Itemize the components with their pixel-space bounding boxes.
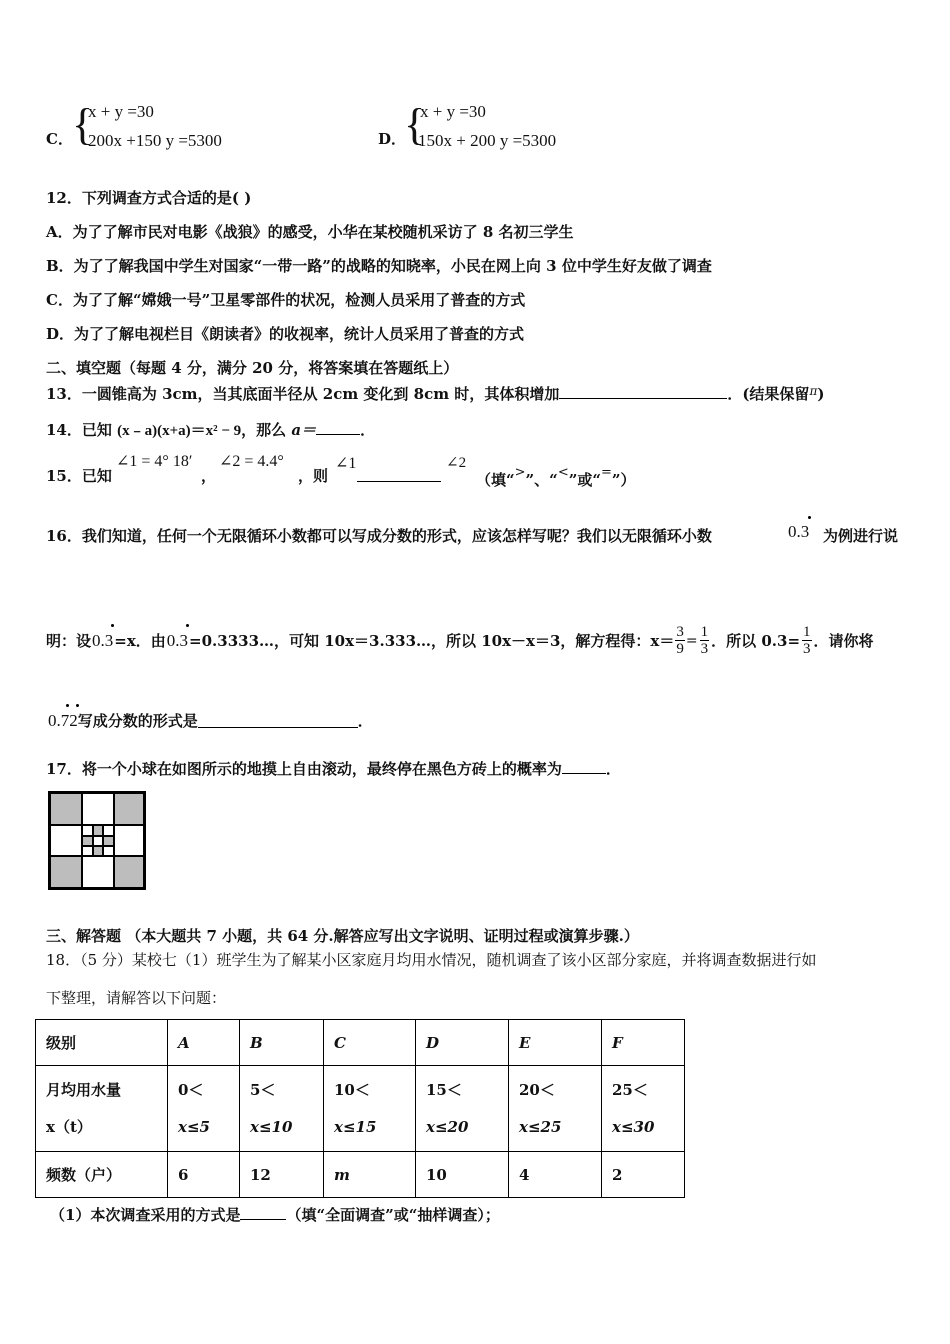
table-cell: 6 bbox=[168, 1152, 240, 1198]
q18-part1 bbox=[50, 1204, 500, 1225]
q16-fraction-1-3-b bbox=[802, 624, 812, 657]
q16-rep-072-dot1 bbox=[66, 704, 69, 707]
water-usage-table bbox=[35, 1019, 685, 1198]
table-cell bbox=[240, 1066, 324, 1152]
q17 bbox=[46, 758, 621, 779]
range-top: 10＜ bbox=[334, 1080, 370, 1099]
option-c-eq2: 200x +150 y =5300 bbox=[88, 131, 222, 150]
q18-part1-tail: （填“全面调查”或“抽样调查）； bbox=[286, 1206, 500, 1224]
option-c-brace: { bbox=[72, 100, 94, 149]
q16-frac1-num: 3 bbox=[676, 624, 684, 640]
option-c-label: C． bbox=[46, 130, 73, 148]
q16-rep-072 bbox=[48, 711, 78, 731]
q15-eq: = bbox=[600, 465, 612, 480]
tile-light bbox=[50, 825, 82, 856]
q16-equals: = bbox=[685, 632, 698, 649]
range-bottom: x≤20 bbox=[426, 1117, 469, 1136]
option-d-label: D． bbox=[378, 130, 407, 148]
q12-option-b: B．为了了解我国中学生对国家“一带一路”的战略的知晓率，小民在网上向 3 位中学生好友做了调查 bbox=[46, 257, 712, 275]
option-d-brace: { bbox=[404, 100, 426, 149]
q16-l2-e: ．请你将 bbox=[813, 632, 874, 650]
row-label-line2: x（t） bbox=[46, 1117, 92, 1136]
range-bottom: x≤30 bbox=[612, 1117, 655, 1136]
q15-prefix: 15．已知 bbox=[46, 467, 112, 485]
q14-end: ． bbox=[360, 421, 376, 439]
q16-l2-a: 明：设 bbox=[46, 632, 92, 650]
q13-text: 13．一圆锥高为 3cm，当其底面半径从 2cm 变化到 8cm 时，其体积增加 bbox=[46, 385, 560, 403]
q16-fraction-3-9 bbox=[675, 624, 685, 657]
q16-l3-end: ． bbox=[357, 712, 373, 730]
table-row-label bbox=[36, 1066, 168, 1152]
tile-dark bbox=[93, 846, 103, 856]
q12-stem: 12．下列调查方式合适的是( ) bbox=[46, 189, 252, 207]
q17-end: ． bbox=[605, 760, 621, 778]
q16-frac3-den: 3 bbox=[803, 641, 811, 657]
table-header-cell: E bbox=[509, 1020, 602, 1066]
table-header-cell: B bbox=[240, 1020, 324, 1066]
section-2-heading: 二、填空题（每题 4 分，满分 20 分，将答案填在答题纸上） bbox=[46, 359, 459, 377]
row-label-line1: 月均用水量 bbox=[46, 1080, 122, 1099]
q16-rep-b bbox=[92, 631, 113, 651]
q16-frac1-den: 9 bbox=[676, 641, 684, 657]
q16-rep-a-text: 0.3 bbox=[788, 522, 810, 541]
tile-light bbox=[82, 846, 93, 856]
q15-gt: > bbox=[514, 465, 526, 480]
tile-dark bbox=[114, 793, 144, 825]
q16-rep-072-text: 0.72 bbox=[48, 710, 78, 730]
tile-light bbox=[93, 836, 103, 846]
q16-l3-text: 写成分数的形式是 bbox=[77, 712, 198, 730]
table-header-row bbox=[36, 1020, 685, 1066]
q15-angle-a: ∠1 bbox=[335, 455, 357, 472]
table-row bbox=[36, 1066, 685, 1152]
q14-expr: (x﹣a)(x+a)＝x² − 9，那么 bbox=[117, 423, 287, 439]
q16-rep-dot bbox=[808, 516, 811, 519]
q17-text: 17．将一个小球在如图所示的地摸上自由滚动，最终停在黑色方砖上的概率为 bbox=[46, 760, 562, 778]
range-top: 5＜ bbox=[250, 1080, 276, 1099]
table-header-cell: C bbox=[324, 1020, 416, 1066]
section-3-heading: 三、解答题 （本大题共 7 小题，共 64 分.解答应写出文字说明、证明过程或演算步骤.） bbox=[46, 927, 639, 945]
tile-dark bbox=[50, 793, 82, 825]
q16-l2-c: =0.3333…，可知 10x＝3.333…，所以 10x－x＝3，解方程得：x＝ bbox=[189, 632, 675, 650]
tile-dark bbox=[82, 836, 93, 846]
q18-line2: 下整理，请解答以下问题： bbox=[46, 989, 227, 1007]
q16-l2-b: =x．由 bbox=[114, 632, 166, 650]
range-top: 20＜ bbox=[519, 1080, 555, 1099]
q15-then: ，则 bbox=[298, 467, 329, 485]
q12-option-a: A．为了了解市民对电影《战狼》的感受，小华在某校随机采访了 8 名初三学生 bbox=[46, 223, 574, 241]
table-header-cell: A bbox=[168, 1020, 240, 1066]
q18-part1-text: （1）本次调查采用的方式是 bbox=[50, 1206, 241, 1224]
q16-l2-d: ．所以 0.3= bbox=[711, 632, 801, 650]
floor-tile-figure bbox=[48, 791, 146, 890]
tile-dark bbox=[93, 825, 103, 836]
tile-light bbox=[114, 825, 144, 856]
q16-repeating-decimal-a bbox=[788, 522, 809, 542]
q16-rep-c-dot bbox=[186, 624, 189, 627]
option-d-eq2: 150x + 200 y =5300 bbox=[418, 131, 557, 150]
q15-angle1: ∠1 = 4° 18′ bbox=[116, 453, 193, 470]
q16-line3 bbox=[48, 710, 373, 731]
q16-rep-c bbox=[167, 631, 188, 651]
table-header-cell: D bbox=[416, 1020, 509, 1066]
q16-line2 bbox=[46, 624, 874, 657]
q15-fill-open: （填“ bbox=[476, 471, 515, 489]
q14-prefix: 14．已知 bbox=[46, 421, 112, 439]
table-cell: 2 bbox=[602, 1152, 685, 1198]
table-cell bbox=[602, 1066, 685, 1152]
q16-rep-b-text: 0.3 bbox=[92, 630, 114, 650]
q16-answer-blank bbox=[198, 713, 358, 728]
tile-light bbox=[103, 846, 114, 856]
q16-frac2-num: 1 bbox=[700, 624, 709, 640]
q15-comma: ， bbox=[201, 467, 217, 485]
table-cell: 12 bbox=[240, 1152, 324, 1198]
range-bottom: x≤5 bbox=[178, 1117, 210, 1136]
q16-rep-b-dot bbox=[111, 624, 114, 627]
q15-sep: ”、“ bbox=[525, 471, 558, 489]
q13-answer-blank bbox=[559, 384, 727, 399]
option-d-eq1: x + y =30 bbox=[420, 102, 486, 121]
table-row bbox=[36, 1152, 685, 1198]
q14-answer-blank bbox=[316, 420, 360, 435]
q16-line1-end: 为例进行说 bbox=[823, 527, 899, 545]
table-cell bbox=[416, 1066, 509, 1152]
range-top: 15＜ bbox=[426, 1080, 462, 1099]
q16-frac3-num: 1 bbox=[803, 624, 811, 640]
q16-rep-072-dot2 bbox=[76, 704, 79, 707]
q16-line1: 16．我们知道，任何一个无限循环小数都可以写成分数的形式，应该怎样写呢？我们以无限循环小数 bbox=[46, 527, 712, 545]
q15-angle2: ∠2 = 4.4° bbox=[219, 453, 284, 470]
q13-pi: π bbox=[809, 384, 818, 398]
q14-var: a＝ bbox=[291, 421, 317, 439]
tile-light bbox=[103, 825, 114, 836]
table-cell bbox=[324, 1066, 416, 1152]
tile-dark bbox=[114, 856, 144, 888]
q13-tail: ．(结果保留 bbox=[727, 385, 810, 403]
range-bottom: x≤10 bbox=[250, 1117, 293, 1136]
range-top: 25＜ bbox=[612, 1080, 648, 1099]
q15-answer-blank bbox=[357, 467, 441, 482]
q15-close: ”） bbox=[611, 471, 636, 489]
q16-frac2-den: 3 bbox=[700, 641, 709, 657]
q15-fill-hint bbox=[476, 465, 636, 490]
tile-light bbox=[82, 793, 114, 825]
q16-fraction-1-3 bbox=[700, 624, 710, 657]
q12-option-c: C．为了了解“嫦娥一号”卫星零部件的状况，检测人员采用了普查的方式 bbox=[46, 291, 526, 309]
range-bottom: x≤15 bbox=[334, 1117, 377, 1136]
table-cell: 4 bbox=[509, 1152, 602, 1198]
q15-or: ”或“ bbox=[568, 471, 601, 489]
table-row-label: 频数（户） bbox=[36, 1152, 168, 1198]
tile-light bbox=[82, 825, 93, 836]
tile-dark bbox=[50, 856, 82, 888]
table-cell bbox=[509, 1066, 602, 1152]
option-c-eq1: x + y =30 bbox=[88, 102, 154, 121]
table-cell: m bbox=[324, 1152, 416, 1198]
table-header-cell: F bbox=[602, 1020, 685, 1066]
q15-lt: < bbox=[557, 465, 569, 480]
q18-part1-blank bbox=[240, 1205, 286, 1220]
q13 bbox=[46, 383, 824, 404]
table-cell: 10 bbox=[416, 1152, 509, 1198]
q18-line1: 18．（5 分）某校七（1）班学生为了解某小区家庭月均用水情况，随机调查了该小区部分家庭，并将调查数据进行如 bbox=[46, 951, 817, 969]
tile-light bbox=[82, 856, 114, 888]
q17-answer-blank bbox=[562, 759, 606, 774]
tile-dark bbox=[103, 836, 114, 846]
range-top: 0＜ bbox=[178, 1080, 204, 1099]
q16-rep-c-text: 0.3 bbox=[166, 630, 189, 650]
q14 bbox=[46, 419, 375, 440]
table-cell bbox=[168, 1066, 240, 1152]
q12-option-d: D．为了了解电视栏目《朗读者》的收视率，统计人员采用了普查的方式 bbox=[46, 325, 525, 343]
range-bottom: x≤25 bbox=[519, 1117, 562, 1136]
q13-close: ) bbox=[817, 385, 825, 403]
table-header-cell: 级别 bbox=[36, 1020, 168, 1066]
q15-angle-b: ∠2 bbox=[446, 455, 467, 471]
